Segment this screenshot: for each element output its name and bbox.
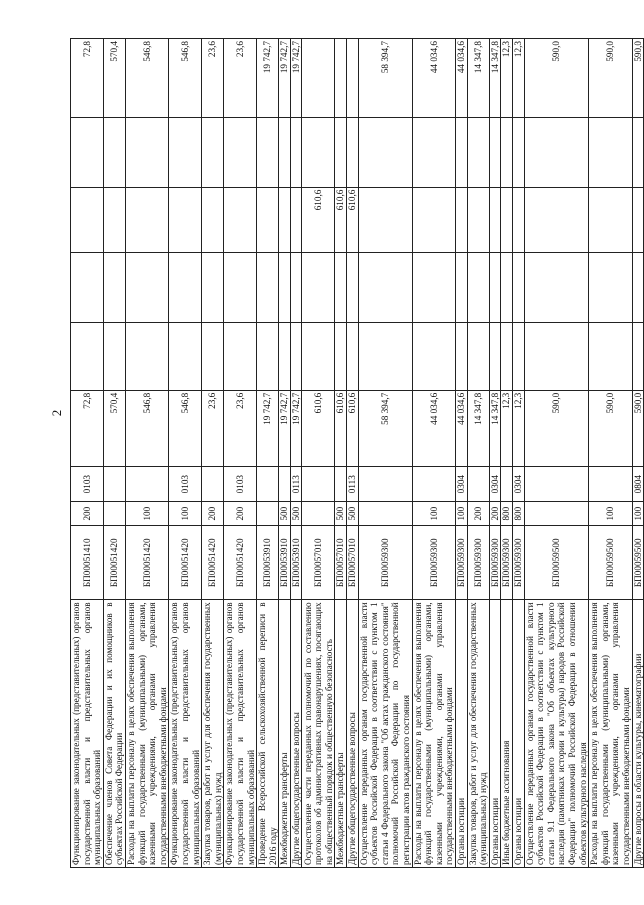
table-row (335, 39, 347, 868)
budget-table-body (71, 39, 644, 868)
row-target-code: БП00053910 (257, 526, 279, 600)
row-expense-type: 200 (467, 502, 489, 526)
row-target-code: БП00059300 (358, 526, 412, 600)
row-section-code (412, 467, 455, 502)
row-amount-2 (589, 323, 632, 391)
row-amount-4 (589, 187, 632, 253)
row-amount-6 (335, 39, 347, 118)
row-amount-4 (358, 187, 412, 253)
row-target-code: БП00051410 (71, 526, 104, 600)
row-section-code (202, 467, 224, 502)
row-expense-type: 500 (290, 502, 302, 526)
row-amount-4 (103, 187, 125, 253)
row-amount-1: 58 394,7 (358, 390, 412, 466)
row-amount-1: 546,8 (169, 390, 202, 466)
row-expense-type: 500 (335, 502, 347, 526)
row-expense-type: 100 (125, 502, 168, 526)
row-amount-1: 72,8 (71, 390, 104, 466)
row-amount-6: 23,6 (202, 39, 224, 118)
row-section-code (103, 467, 125, 502)
row-amount-2 (467, 323, 489, 391)
row-amount-6: 590,0 (632, 39, 644, 118)
row-amount-5 (412, 117, 455, 187)
row-section-code (257, 467, 279, 502)
table-row (347, 39, 359, 868)
row-amount-1: 12,3 (501, 390, 513, 466)
row-name: Другие общегосударственные вопросы (347, 600, 359, 868)
row-amount-5 (224, 117, 257, 187)
table-row (456, 39, 468, 868)
row-expense-type: 100 (412, 502, 455, 526)
row-amount-2 (412, 323, 455, 391)
row-amount-1: 590,0 (632, 390, 644, 466)
row-amount-5 (302, 117, 335, 187)
row-amount-2 (632, 323, 644, 391)
row-amount-6: 12,3 (501, 39, 513, 118)
row-name: Проведение Всероссийской сельскохозяйственной переписи в 2016 году (257, 600, 279, 868)
row-expense-type: 200 (489, 502, 501, 526)
row-amount-4 (412, 187, 455, 253)
row-target-code: БП00059300 (489, 526, 501, 600)
budget-sheet (70, 38, 643, 868)
table-row (524, 39, 589, 868)
row-amount-5 (456, 117, 468, 187)
row-amount-4 (524, 187, 589, 253)
row-expense-type: 500 (347, 502, 359, 526)
row-expense-type (524, 502, 589, 526)
row-amount-3 (456, 253, 468, 323)
row-section-code: 0103 (224, 467, 257, 502)
row-amount-5 (489, 117, 501, 187)
table-row (169, 39, 202, 868)
row-amount-2 (169, 323, 202, 391)
row-name: Осуществление переданных органам государственной власти субъектов Российской Федерации в соответствии с пунктом 1 статьи 9.1 Федерального закона "Об объектах культурного наследия (памятниках истории и культуры) народов Российской Федерации" полномочий Российской Федерации в отношении объектов культурного наследия (524, 600, 589, 868)
row-amount-4 (467, 187, 489, 253)
row-name: Расходы на выплаты персоналу в целях обеспечения выполнения функций государственными (муниципальными) органами, казенными учреждениями, органами управления государственными внебюджетными фондами (589, 600, 632, 868)
row-amount-4 (202, 187, 224, 253)
row-amount-3 (501, 253, 513, 323)
row-amount-4 (290, 187, 302, 253)
row-amount-4 (257, 187, 279, 253)
table-row (257, 39, 279, 868)
row-name: Органы юстиции (512, 600, 524, 868)
row-amount-2 (103, 323, 125, 391)
row-amount-3 (290, 253, 302, 323)
row-amount-6: 590,0 (589, 39, 632, 118)
row-target-code: БП00057010 (302, 526, 335, 600)
table-row (358, 39, 412, 868)
row-name: Иные бюджетные ассигнования (501, 600, 513, 868)
row-name: Органы юстиции (456, 600, 468, 868)
row-target-code: БП00059300 (412, 526, 455, 600)
row-amount-5 (169, 117, 202, 187)
row-amount-4 (501, 187, 513, 253)
row-expense-type (302, 502, 335, 526)
row-amount-5 (103, 117, 125, 187)
row-amount-2 (290, 323, 302, 391)
row-name: Расходы на выплаты персоналу в целях обеспечения выполнения функций государственными (муниципальными) органами, казенными учреждениями, органами управления государственными внебюджетными фондами (125, 600, 168, 868)
row-amount-2 (279, 323, 291, 391)
row-amount-1: 23,6 (202, 390, 224, 466)
row-amount-5 (279, 117, 291, 187)
row-amount-2 (456, 323, 468, 391)
row-amount-6: 19 742,7 (290, 39, 302, 118)
row-amount-2 (501, 323, 513, 391)
row-amount-3 (103, 253, 125, 323)
row-section-code: 0304 (456, 467, 468, 502)
row-amount-4 (279, 187, 291, 253)
row-section-code (358, 467, 412, 502)
row-amount-1: 44 034,6 (412, 390, 455, 466)
row-amount-4 (456, 187, 468, 253)
row-amount-6: 58 394,7 (358, 39, 412, 118)
row-amount-6: 19 742,7 (279, 39, 291, 118)
row-amount-5 (71, 117, 104, 187)
row-target-code: БП00059300 (456, 526, 468, 600)
row-amount-4: 610,6 (302, 187, 335, 253)
row-amount-1: 14 347,8 (489, 390, 501, 466)
row-amount-3 (412, 253, 455, 323)
row-name: Расходы на выплаты персоналу в целях обеспечения выполнения функций государственными (муниципальными) органами, казенными учреждениями, органами управления государственными внебюджетными фондами (412, 600, 455, 868)
table-row (412, 39, 455, 868)
row-amount-5 (512, 117, 524, 187)
row-section-code: 0304 (512, 467, 524, 502)
row-amount-4 (125, 187, 168, 253)
row-expense-type: 800 (501, 502, 513, 526)
row-target-code: БП00053910 (279, 526, 291, 600)
row-amount-6: 546,8 (125, 39, 168, 118)
row-amount-3 (279, 253, 291, 323)
row-name: Обеспечение членов Совета Федерации и их помощников в субъектах Российской Федерации (103, 600, 125, 868)
table-row (71, 39, 104, 868)
row-amount-3 (489, 253, 501, 323)
row-amount-4 (224, 187, 257, 253)
row-expense-type: 100 (589, 502, 632, 526)
row-amount-2 (335, 323, 347, 391)
row-amount-6: 44 034,6 (456, 39, 468, 118)
row-expense-type (358, 502, 412, 526)
row-amount-5 (125, 117, 168, 187)
row-expense-type: 200 (224, 502, 257, 526)
row-name: Осуществление переданных органам государственной власти субъектов Российской Федерации в соответствии с пунктом 1 статьи 4 Федерального закона "Об актах гражданского состояния" полномочий Российской Федерации по государственной регистрации актов гражданского состояния (358, 600, 412, 868)
row-amount-6 (302, 39, 335, 118)
row-expense-type (103, 502, 125, 526)
table-row (489, 39, 501, 868)
table-row (279, 39, 291, 868)
row-amount-6: 23,6 (224, 39, 257, 118)
row-amount-4: 610,6 (347, 187, 359, 253)
row-amount-3 (358, 253, 412, 323)
row-section-code: 0113 (290, 467, 302, 502)
row-name: Функционирование законодательных (представительных) органов государственной власти и представительных органов муниципальных образований (224, 600, 257, 868)
row-amount-4: 610,6 (335, 187, 347, 253)
row-amount-1: 590,0 (524, 390, 589, 466)
row-name: Осуществление части переданных полномочий по составлению протоколов об административных правонарушениях, посягающих на общественный порядок и общественную безопасность (302, 600, 335, 868)
row-expense-type (257, 502, 279, 526)
row-section-code (589, 467, 632, 502)
row-section-code (302, 467, 335, 502)
row-amount-2 (224, 323, 257, 391)
row-amount-4 (632, 187, 644, 253)
row-target-code: БП00059500 (589, 526, 632, 600)
row-section-code: 0304 (489, 467, 501, 502)
table-row (512, 39, 524, 868)
row-target-code: БП00059500 (632, 526, 644, 600)
row-amount-5 (467, 117, 489, 187)
row-target-code: БП00059300 (467, 526, 489, 600)
row-name: Функционирование законодательных (представительных) органов государственной власти и представительных органов муниципальных образований (169, 600, 202, 868)
row-amount-5 (358, 117, 412, 187)
row-target-code: БП00057010 (347, 526, 359, 600)
row-amount-1: 12,3 (512, 390, 524, 466)
row-section-code: 0804 (632, 467, 644, 502)
row-name: Межбюджетные трансферты (279, 600, 291, 868)
row-amount-6: 14 347,8 (467, 39, 489, 118)
row-amount-6: 14 347,8 (489, 39, 501, 118)
table-row (589, 39, 632, 868)
row-name: Другие общегосударственные вопросы (290, 600, 302, 868)
row-expense-type: 100 (456, 502, 468, 526)
row-section-code (335, 467, 347, 502)
row-amount-6: 72,8 (71, 39, 104, 118)
row-amount-1: 44 034,6 (456, 390, 468, 466)
row-amount-6: 44 034,6 (412, 39, 455, 118)
row-amount-2 (512, 323, 524, 391)
row-amount-2 (257, 323, 279, 391)
row-section-code: 0103 (71, 467, 104, 502)
table-row (290, 39, 302, 868)
row-amount-2 (302, 323, 335, 391)
row-amount-1: 19 742,7 (257, 390, 279, 466)
table-row (103, 39, 125, 868)
row-section-code (524, 467, 589, 502)
table-row (501, 39, 513, 868)
row-section-code (279, 467, 291, 502)
row-amount-6: 570,4 (103, 39, 125, 118)
row-target-code: БП00059300 (501, 526, 513, 600)
row-section-code (467, 467, 489, 502)
row-amount-1: 610,6 (347, 390, 359, 466)
row-name: Органы юстиции (489, 600, 501, 868)
budget-table (70, 38, 644, 868)
page-number: 2 (49, 409, 64, 417)
row-amount-5 (347, 117, 359, 187)
row-expense-type: 200 (202, 502, 224, 526)
row-name: Межбюджетные трансферты (335, 600, 347, 868)
row-name: Другие вопросы в области культуры, кинематографии (632, 600, 644, 868)
row-target-code: БП00051420 (169, 526, 202, 600)
row-name: Функционирование законодательных (представительных) органов государственной власти и представительных органов муниципальных образований (71, 600, 104, 868)
row-amount-4 (169, 187, 202, 253)
row-amount-1: 14 347,8 (467, 390, 489, 466)
row-name: Закупка товаров, работ и услуг для обеспечения государственных (муниципальных) нужд (467, 600, 489, 868)
row-amount-5 (290, 117, 302, 187)
row-amount-3 (169, 253, 202, 323)
table-row (467, 39, 489, 868)
row-target-code: БП00051420 (202, 526, 224, 600)
row-amount-1: 546,8 (125, 390, 168, 466)
row-amount-6: 12,3 (512, 39, 524, 118)
row-amount-6 (347, 39, 359, 118)
row-amount-2 (125, 323, 168, 391)
row-amount-1: 23,6 (224, 390, 257, 466)
row-amount-6: 546,8 (169, 39, 202, 118)
row-expense-type: 100 (632, 502, 644, 526)
row-expense-type: 500 (279, 502, 291, 526)
row-amount-2 (524, 323, 589, 391)
row-amount-4 (512, 187, 524, 253)
table-row (632, 39, 644, 868)
row-amount-1: 610,6 (335, 390, 347, 466)
row-amount-5 (257, 117, 279, 187)
row-amount-3 (512, 253, 524, 323)
row-amount-3 (347, 253, 359, 323)
row-amount-2 (71, 323, 104, 391)
row-amount-5 (335, 117, 347, 187)
row-amount-2 (347, 323, 359, 391)
row-amount-3 (589, 253, 632, 323)
row-amount-6: 19 742,7 (257, 39, 279, 118)
row-target-code: БП00059300 (512, 526, 524, 600)
row-amount-4 (71, 187, 104, 253)
row-name: Закупка товаров, работ и услуг для обеспечения государственных (муниципальных) нужд (202, 600, 224, 868)
row-amount-3 (524, 253, 589, 323)
row-amount-3 (257, 253, 279, 323)
row-amount-1: 570,4 (103, 390, 125, 466)
row-expense-type: 200 (71, 502, 104, 526)
row-amount-3 (71, 253, 104, 323)
table-row (125, 39, 168, 868)
row-target-code: БП00051420 (125, 526, 168, 600)
row-amount-6: 590,0 (524, 39, 589, 118)
row-amount-3 (335, 253, 347, 323)
row-amount-3 (302, 253, 335, 323)
row-amount-3 (467, 253, 489, 323)
row-section-code: 0103 (169, 467, 202, 502)
row-amount-3 (202, 253, 224, 323)
row-amount-4 (489, 187, 501, 253)
row-amount-1: 610,6 (302, 390, 335, 466)
row-expense-type: 100 (169, 502, 202, 526)
table-row (202, 39, 224, 868)
row-amount-1: 590,0 (589, 390, 632, 466)
row-amount-5 (632, 117, 644, 187)
row-target-code: БП00059500 (524, 526, 589, 600)
row-amount-3 (224, 253, 257, 323)
row-target-code: БП00051420 (103, 526, 125, 600)
row-amount-5 (501, 117, 513, 187)
row-amount-2 (489, 323, 501, 391)
row-section-code: 0113 (347, 467, 359, 502)
row-amount-5 (202, 117, 224, 187)
table-row (302, 39, 335, 868)
row-amount-5 (589, 117, 632, 187)
row-amount-3 (632, 253, 644, 323)
row-amount-3 (125, 253, 168, 323)
row-target-code: БП00057010 (335, 526, 347, 600)
row-amount-2 (202, 323, 224, 391)
row-section-code (501, 467, 513, 502)
row-expense-type: 800 (512, 502, 524, 526)
table-row (224, 39, 257, 868)
row-amount-5 (524, 117, 589, 187)
row-section-code (125, 467, 168, 502)
row-amount-1: 19 742,7 (290, 390, 302, 466)
row-target-code: БП00051420 (224, 526, 257, 600)
row-amount-1: 19 742,7 (279, 390, 291, 466)
row-target-code: БП00053910 (290, 526, 302, 600)
row-amount-2 (358, 323, 412, 391)
